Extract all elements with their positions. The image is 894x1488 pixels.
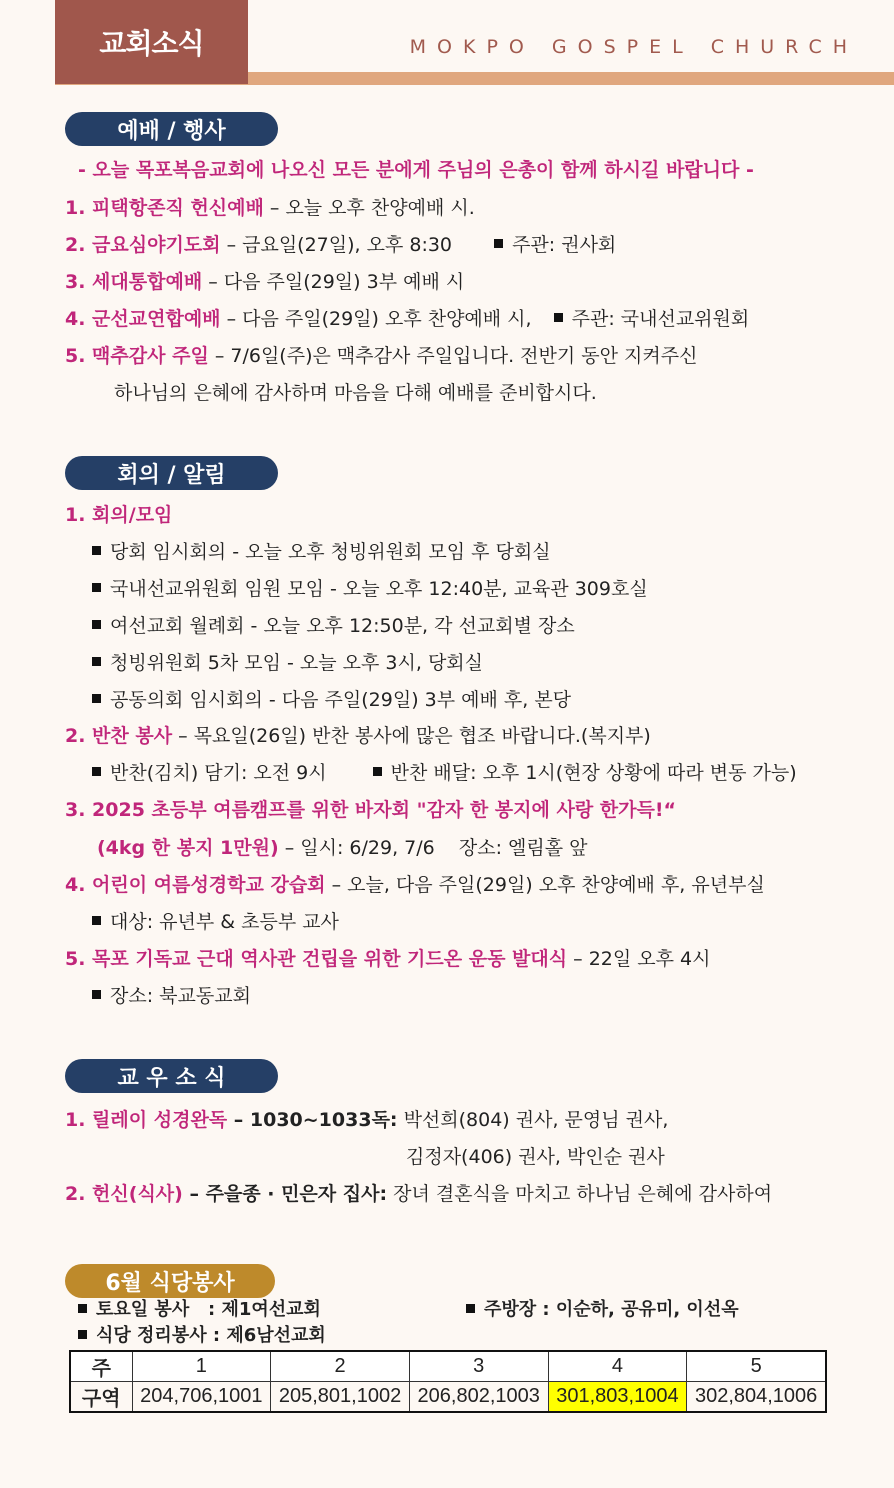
table-cell-week: 2 xyxy=(271,1351,410,1382)
page-title: 교회소식 xyxy=(55,0,248,84)
table-header-week: 주 xyxy=(70,1351,132,1382)
table-cell-area: 204,706,1001 xyxy=(132,1382,271,1413)
table-cell-area-highlighted: 301,803,1004 xyxy=(548,1382,687,1413)
cafeteria-kitchen: 주방장 : 이순하, 공유미, 이선옥 xyxy=(466,1297,739,1323)
cafeteria-cleanup: 식당 정리봉사 : 제6남선교회 xyxy=(78,1323,326,1349)
meeting-item-2: 2. 반찬 봉사 – 목요일(26일) 반찬 봉사에 많은 협조 바랍니다.(복지부) xyxy=(65,725,651,747)
meeting-bullet: 청빙위원회 5차 모임 - 오늘 오후 3시, 당회실 xyxy=(92,648,483,678)
meeting-bullet: 여선교회 월례회 - 오늘 오후 12:50분, 각 선교회별 장소 xyxy=(92,611,575,641)
worship-item-3: 3. 세대통합예배 – 다음 주일(29일) 3부 예배 시 xyxy=(65,271,465,293)
meeting-item-3: 3. 2025 초등부 여름캠프를 위한 바자회 "감자 한 봉지에 사랑 한가득!“ xyxy=(65,799,677,821)
cafeteria-sat: 토요일 봉사 : 제1여선교회 xyxy=(78,1297,321,1323)
cafeteria-schedule-table xyxy=(69,1350,827,1413)
meeting-item-1: 1. 회의/모임 xyxy=(65,504,173,526)
meeting-item-2-bullets: 반찬(김치) 담기: 오전 9시 반찬 배달: 오후 1시(현장 상황에 따라 변동 가능) xyxy=(92,758,797,788)
table-header-area: 구역 xyxy=(70,1382,132,1413)
members-item-1-cont: 김정자(406) 권사, 박인순 권사 xyxy=(406,1146,665,1168)
table-cell-week: 5 xyxy=(687,1351,826,1382)
members-item-2: 2. 헌신(식사) – 주을종 · 민은자 집사: 장녀 결혼식을 마치고 하나님 은혜에 감사하여 xyxy=(65,1183,773,1205)
worship-item-5-cont: 하나님의 은혜에 감사하며 마음을 다해 예배를 준비합시다. xyxy=(114,382,597,404)
worship-item-4: 4. 군선교연합예배 – 다음 주일(29일) 오후 찬양예배 시, 주관: 국내선교위원회 xyxy=(65,308,750,330)
table-cell-week: 1 xyxy=(132,1351,271,1382)
members-item-1: 1. 릴레이 성경완독 – 1030~1033독: 박선희(804) 권사, 문영님 권사, xyxy=(65,1109,669,1131)
table-cell-week: 3 xyxy=(409,1351,548,1382)
table-cell-area: 205,801,1002 xyxy=(271,1382,410,1413)
meeting-bullet: 당회 임시회의 - 오늘 오후 청빙위원회 모임 후 당회실 xyxy=(92,537,551,567)
meeting-item-4-bullet: 대상: 유년부 & 초등부 교사 xyxy=(92,907,339,937)
section-heading-worship: 예배 / 행사 xyxy=(65,112,278,146)
section-heading-members: 교 우 소 식 xyxy=(65,1059,278,1093)
table-cell-week: 4 xyxy=(548,1351,687,1382)
table-cell-area: 302,804,1006 xyxy=(687,1382,826,1413)
worship-item-5: 5. 맥추감사 주일 – 7/6일(주)은 맥추감사 주일입니다. 전반기 동안 지켜주신 xyxy=(65,345,698,367)
worship-item-4-extra: 주관: 국내선교위원회 xyxy=(554,308,750,330)
meeting-item-3-cont: (4kg 한 봉지 1만원) – 일시: 6/29, 7/6 장소: 엘림홀 앞 xyxy=(97,837,588,859)
brand-text: MOKPO GOSPEL CHURCH xyxy=(409,36,858,58)
table-cell-area: 206,802,1003 xyxy=(409,1382,548,1413)
section-heading-cafeteria: 6월 식당봉사 xyxy=(65,1264,275,1298)
worship-item-2-extra: 주관: 권사회 xyxy=(494,234,616,256)
meeting-bullet: 공동의회 임시회의 - 다음 주일(29일) 3부 예배 후, 본당 xyxy=(92,685,571,715)
meeting-item-5: 5. 목포 기독교 근대 역사관 건립을 위한 기드온 운동 발대식 – 22일 오후 4시 xyxy=(65,948,711,970)
worship-intro: - 오늘 목포복음교회에 나오신 모든 분에게 주님의 은총이 함께 하시길 바랍니다 - xyxy=(78,159,754,181)
section-heading-meeting: 회의 / 알림 xyxy=(65,456,278,490)
table-row xyxy=(70,1382,826,1413)
meeting-item-4: 4. 어린이 여름성경학교 강습회 – 오늘, 다음 주일(29일) 오후 찬양예배 후, 유년부실 xyxy=(65,874,765,896)
meeting-bullet: 국내선교위원회 임원 모임 - 오늘 오후 12:40분, 교육관 309호실 xyxy=(92,574,648,604)
worship-item-1: 1. 피택항존직 헌신예배 – 오늘 오후 찬양예배 시. xyxy=(65,197,475,219)
worship-item-2: 2. 금요심야기도회 – 금요일(27일), 오후 8:30 주관: 권사회 xyxy=(65,234,617,256)
meeting-item-5-bullet: 장소: 북교동교회 xyxy=(92,981,251,1011)
table-row xyxy=(70,1351,826,1382)
